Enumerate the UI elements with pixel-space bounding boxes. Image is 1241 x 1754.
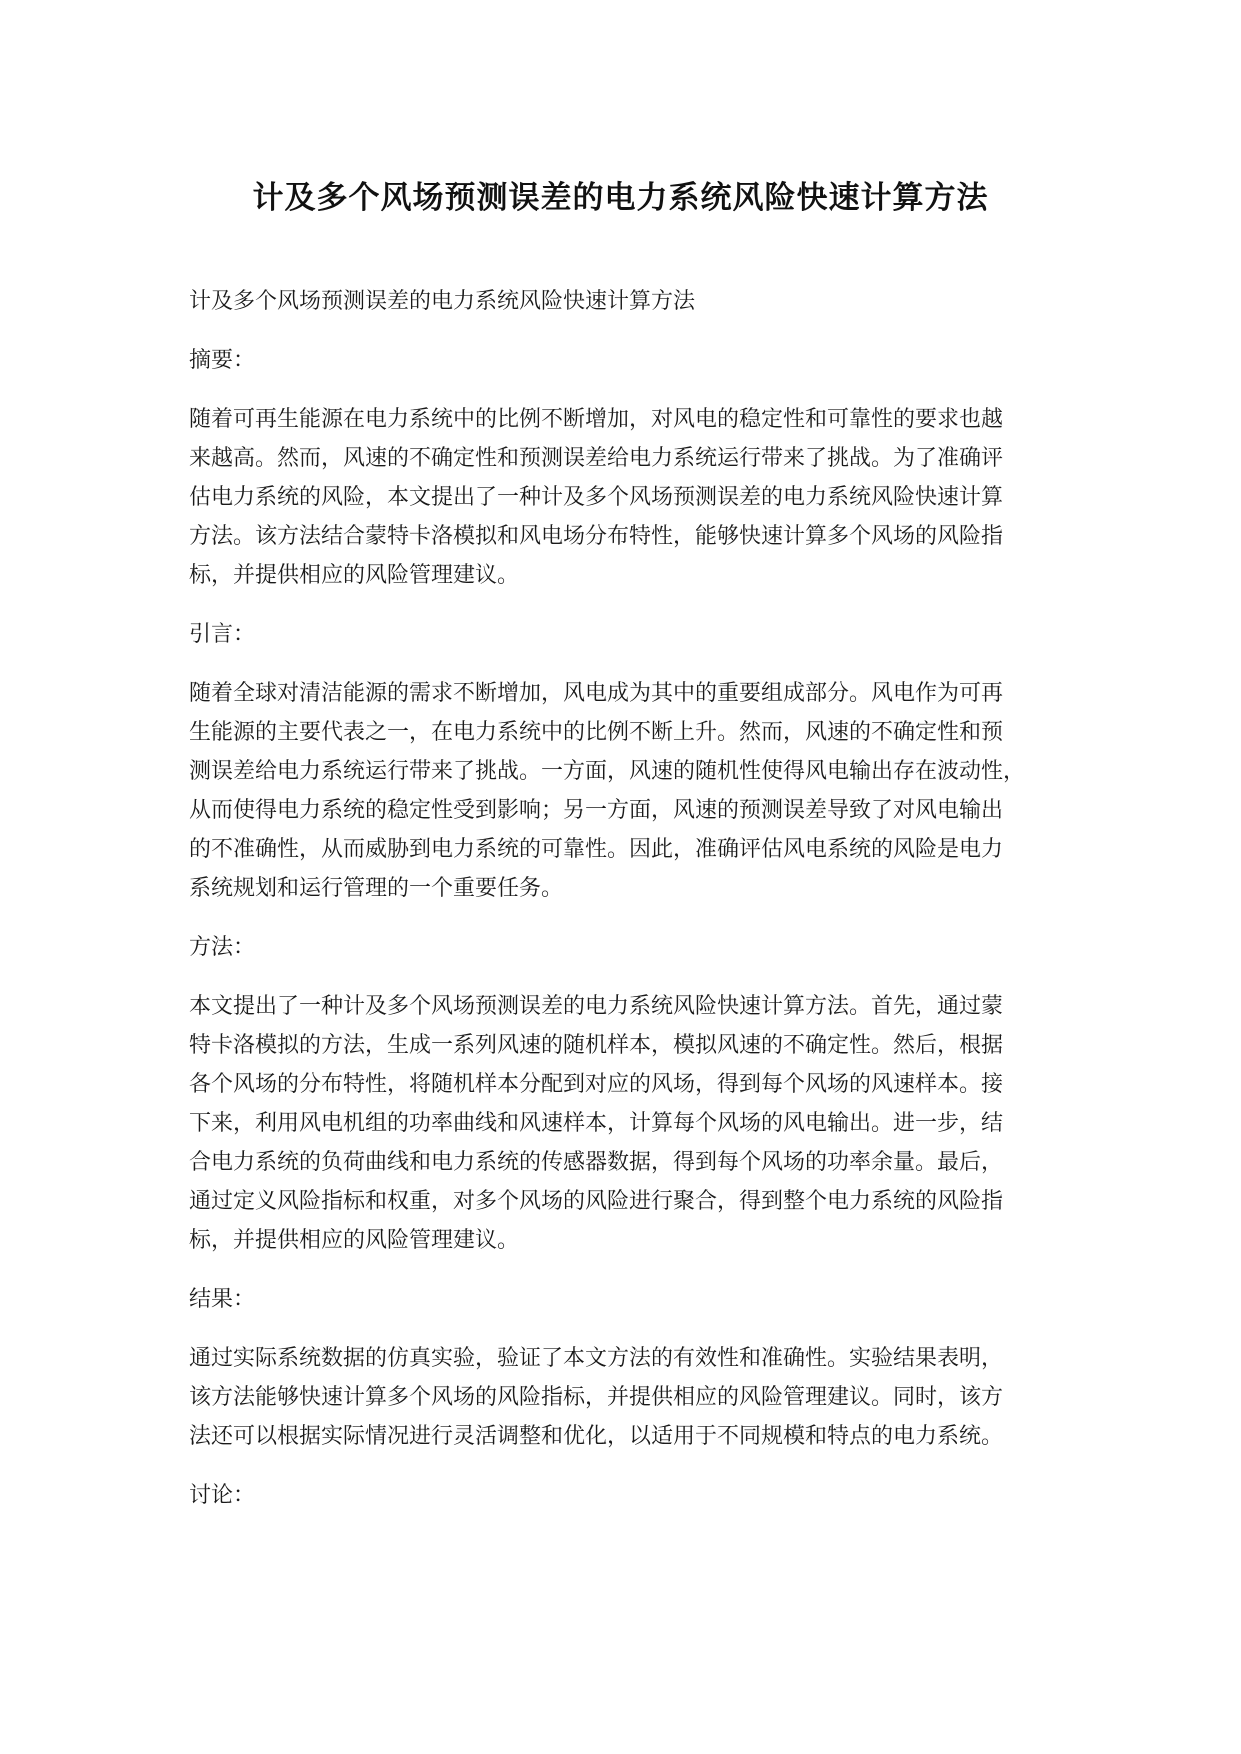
paragraph-line: 从而使得电力系统的稳定性受到影响；另一方面，风速的预测误差导致了对风电输出 — [189, 798, 1004, 823]
section-heading: 引言： — [189, 622, 256, 647]
section-abstract — [189, 341, 1059, 595]
section-method — [189, 928, 1059, 1260]
paragraph-line: 生能源的主要代表之一，在电力系统中的比例不断上升。然而，风速的不确定性和预 — [189, 720, 1004, 745]
section-heading: 摘要： — [189, 348, 256, 373]
paragraph-line: 标，并提供相应的风险管理建议。 — [189, 1228, 520, 1253]
section-introduction — [189, 615, 1059, 908]
section-heading: 结果： — [189, 1287, 256, 1312]
paragraph-line: 测误差给电力系统运行带来了挑战。一方面，风速的随机性使得风电输出存在波动性， — [189, 759, 1026, 784]
paragraph-line: 来越高。然而，风速的不确定性和预测误差给电力系统运行带来了挑战。为了准确评 — [189, 446, 1004, 471]
paragraph-line: 通过定义风险指标和权重，对多个风场的风险进行聚合，得到整个电力系统的风险指 — [189, 1189, 1004, 1214]
paragraph-line: 随着可再生能源在电力系统中的比例不断增加，对风电的稳定性和可靠性的要求也越 — [189, 407, 1004, 432]
paragraph-line: 估电力系统的风险，本文提出了一种计及多个风场预测误差的电力系统风险快速计算 — [189, 485, 1004, 510]
document-subtitle: 计及多个风场预测误差的电力系统风险快速计算方法 — [189, 289, 696, 314]
document-body — [189, 282, 1059, 1515]
section-discussion — [189, 1476, 1059, 1515]
paragraph-line: 下来，利用风电机组的功率曲线和风速样本，计算每个风场的风电输出。进一步，结 — [189, 1111, 1004, 1136]
section-heading: 讨论： — [189, 1483, 256, 1508]
paragraph-line: 特卡洛模拟的方法，生成一系列风速的随机样本，模拟风速的不确定性。然后，根据 — [189, 1033, 1004, 1058]
document-title: 计及多个风场预测误差的电力系统风险快速计算方法 — [252, 180, 989, 216]
paragraph-line: 标，并提供相应的风险管理建议。 — [189, 563, 520, 588]
section-heading: 方法： — [189, 935, 256, 960]
section-results — [189, 1280, 1059, 1456]
paragraph-line: 通过实际系统数据的仿真实验，验证了本文方法的有效性和准确性。实验结果表明， — [189, 1346, 1004, 1371]
paragraph-line: 合电力系统的负荷曲线和电力系统的传感器数据，得到每个风场的功率余量。最后， — [189, 1150, 1004, 1175]
paragraph-line: 随着全球对清洁能源的需求不断增加，风电成为其中的重要组成部分。风电作为可再 — [189, 681, 1004, 706]
paragraph-line: 的不准确性，从而威胁到电力系统的可靠性。因此，准确评估风电系统的风险是电力 — [189, 837, 1004, 862]
paragraph-line: 法还可以根据实际情况进行灵活调整和优化，以适用于不同规模和特点的电力系统。 — [189, 1424, 1004, 1449]
paragraph-line: 本文提出了一种计及多个风场预测误差的电力系统风险快速计算方法。首先，通过蒙 — [189, 994, 1004, 1019]
paragraph-line: 方法。该方法结合蒙特卡洛模拟和风电场分布特性，能够快速计算多个风场的风险指 — [189, 524, 1004, 549]
paragraph-line: 该方法能够快速计算多个风场的风险指标，并提供相应的风险管理建议。同时，该方 — [189, 1385, 1004, 1410]
paragraph-line: 各个风场的分布特性，将随机样本分配到对应的风场，得到每个风场的风速样本。接 — [189, 1072, 1004, 1097]
paragraph-line: 系统规划和运行管理的一个重要任务。 — [189, 876, 564, 901]
